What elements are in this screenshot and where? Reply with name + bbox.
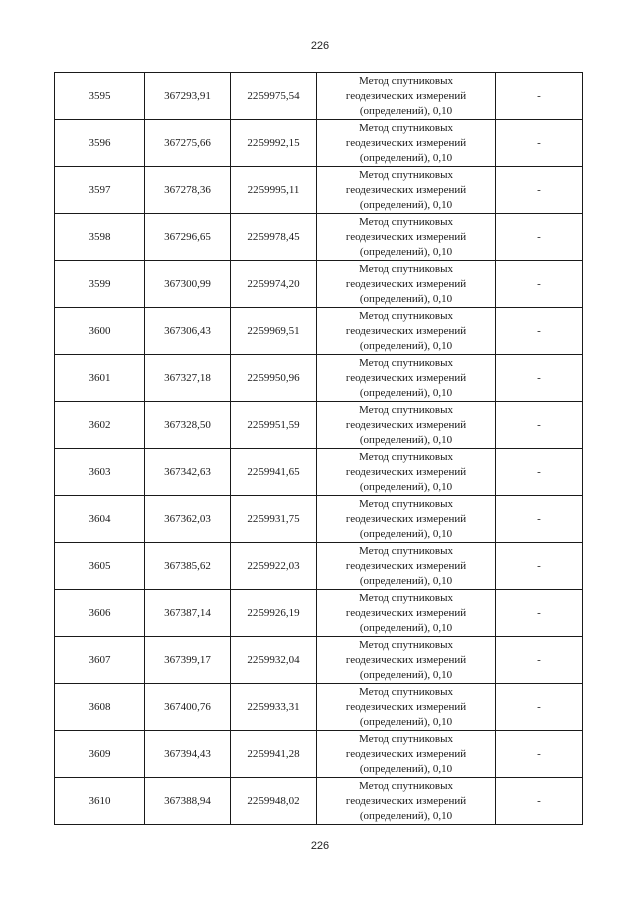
description-cell: - [496,402,583,449]
y-coordinate-cell: 2259978,45 [231,214,317,261]
description-cell: - [496,261,583,308]
method-cell [317,449,496,496]
method-text-line: Метод спутниковых [359,779,453,792]
method-text-line: (определений), 0,10 [359,621,453,634]
point-number-cell: 3600 [55,308,145,355]
table-row [55,449,583,496]
table-row [55,778,583,825]
x-coordinate-cell: 367278,36 [145,167,231,214]
method-cell [317,73,496,120]
method-text-line: (определений), 0,10 [359,386,453,399]
y-coordinate-cell: 2259992,15 [231,120,317,167]
table-row [55,684,583,731]
method-text-line: Метод спутниковых [359,732,453,745]
point-number-cell: 3596 [55,120,145,167]
point-number-cell: 3606 [55,590,145,637]
method-text-line: (определений), 0,10 [359,574,453,587]
point-number-cell: 3595 [55,73,145,120]
method-cell [317,731,496,778]
x-coordinate-cell: 367327,18 [145,355,231,402]
description-cell: - [496,684,583,731]
description-cell: - [496,543,583,590]
table-row [55,214,583,261]
method-cell [317,308,496,355]
y-coordinate-cell: 2259933,31 [231,684,317,731]
x-coordinate-cell: 367387,14 [145,590,231,637]
method-cell [317,684,496,731]
method-text-line: (определений), 0,10 [359,762,453,775]
table-row [55,496,583,543]
method-text-line: геодезических измерений [345,606,467,619]
method-text-line: геодезических измерений [345,653,467,666]
x-coordinate-cell: 367293,91 [145,73,231,120]
page-number-top: 226 [310,40,330,52]
y-coordinate-cell: 2259975,54 [231,73,317,120]
table-row [55,167,583,214]
method-cell [317,167,496,214]
table-row [55,308,583,355]
method-cell [317,543,496,590]
method-text-line: геодезических измерений [345,230,467,243]
method-text-line: геодезических измерений [345,324,467,337]
method-text-line: Метод спутниковых [359,685,453,698]
x-coordinate-cell: 367385,62 [145,543,231,590]
method-text-line: Метод спутниковых [359,168,453,181]
description-cell: - [496,778,583,825]
point-number-cell: 3604 [55,496,145,543]
method-text-line: Метод спутниковых [359,74,453,87]
y-coordinate-cell: 2259969,51 [231,308,317,355]
method-text-line: геодезических измерений [345,277,467,290]
method-text-line: геодезических измерений [345,136,467,149]
method-cell [317,637,496,684]
method-text-line: Метод спутниковых [359,262,453,275]
method-text-line: Метод спутниковых [359,450,453,463]
table-row [55,120,583,167]
method-text-line: (определений), 0,10 [359,151,453,164]
table-row [55,73,583,120]
table-row [55,590,583,637]
method-text-line: (определений), 0,10 [359,292,453,305]
method-text-line: (определений), 0,10 [359,527,453,540]
method-text-line: Метод спутниковых [359,309,453,322]
method-cell [317,214,496,261]
y-coordinate-cell: 2259951,59 [231,402,317,449]
method-text-line: Метод спутниковых [359,215,453,228]
method-text-line: (определений), 0,10 [359,715,453,728]
method-text-line: геодезических измерений [345,747,467,760]
method-text-line: геодезических измерений [345,371,467,384]
y-coordinate-cell: 2259932,04 [231,637,317,684]
point-number-cell: 3605 [55,543,145,590]
description-cell: - [496,214,583,261]
description-cell: - [496,590,583,637]
coordinates-table-body [55,73,583,825]
method-cell [317,590,496,637]
method-text-line: геодезических измерений [345,700,467,713]
y-coordinate-cell: 2259922,03 [231,543,317,590]
y-coordinate-cell: 2259931,75 [231,496,317,543]
point-number-cell: 3598 [55,214,145,261]
description-cell: - [496,355,583,402]
method-text-line: геодезических измерений [345,512,467,525]
y-coordinate-cell: 2259974,20 [231,261,317,308]
method-text-line: Метод спутниковых [359,591,453,604]
x-coordinate-cell: 367362,03 [145,496,231,543]
description-cell: - [496,167,583,214]
method-cell [317,402,496,449]
method-text-line: геодезических измерений [345,418,467,431]
point-number-cell: 3601 [55,355,145,402]
x-coordinate-cell: 367342,63 [145,449,231,496]
method-text-line: (определений), 0,10 [359,198,453,211]
method-text-line: (определений), 0,10 [359,339,453,352]
point-number-cell: 3603 [55,449,145,496]
method-text-line: (определений), 0,10 [359,480,453,493]
description-cell: - [496,120,583,167]
point-number-cell: 3608 [55,684,145,731]
method-text-line: геодезических измерений [345,794,467,807]
point-number-cell: 3607 [55,637,145,684]
method-text-line: Метод спутниковых [359,497,453,510]
x-coordinate-cell: 367275,66 [145,120,231,167]
method-cell [317,496,496,543]
x-coordinate-cell: 367306,43 [145,308,231,355]
table-row [55,261,583,308]
method-text-line: (определений), 0,10 [359,668,453,681]
method-text-line: (определений), 0,10 [359,104,453,117]
method-cell [317,778,496,825]
y-coordinate-cell: 2259995,11 [231,167,317,214]
description-cell: - [496,731,583,778]
point-number-cell: 3602 [55,402,145,449]
description-cell: - [496,637,583,684]
point-number-cell: 3599 [55,261,145,308]
table-row [55,543,583,590]
x-coordinate-cell: 367300,99 [145,261,231,308]
description-cell: - [496,73,583,120]
method-text-line: Метод спутниковых [359,356,453,369]
description-cell: - [496,308,583,355]
point-number-cell: 3609 [55,731,145,778]
method-text-line: (определений), 0,10 [359,433,453,446]
y-coordinate-cell: 2259950,96 [231,355,317,402]
method-text-line: Метод спутниковых [359,544,453,557]
coordinates-table [54,72,583,825]
y-coordinate-cell: 2259941,65 [231,449,317,496]
table-row [55,355,583,402]
x-coordinate-cell: 367328,50 [145,402,231,449]
table-row [55,637,583,684]
method-text-line: геодезических измерений [345,465,467,478]
table-row [55,731,583,778]
x-coordinate-cell: 367399,17 [145,637,231,684]
method-text-line: Метод спутниковых [359,121,453,134]
x-coordinate-cell: 367296,65 [145,214,231,261]
method-text-line: Метод спутниковых [359,403,453,416]
method-text-line: геодезических измерений [345,559,467,572]
x-coordinate-cell: 367400,76 [145,684,231,731]
method-text-line: геодезических измерений [345,183,467,196]
y-coordinate-cell: 2259948,02 [231,778,317,825]
method-text-line: (определений), 0,10 [359,245,453,258]
x-coordinate-cell: 367388,94 [145,778,231,825]
y-coordinate-cell: 2259941,28 [231,731,317,778]
point-number-cell: 3597 [55,167,145,214]
description-cell: - [496,496,583,543]
y-coordinate-cell: 2259926,19 [231,590,317,637]
table-row [55,402,583,449]
method-text-line: (определений), 0,10 [359,809,453,822]
method-cell [317,120,496,167]
x-coordinate-cell: 367394,43 [145,731,231,778]
method-cell [317,261,496,308]
method-cell [317,355,496,402]
point-number-cell: 3610 [55,778,145,825]
page-number-bottom: 226 [310,840,330,852]
description-cell: - [496,449,583,496]
method-text-line: геодезических измерений [345,89,467,102]
method-text-line: Метод спутниковых [359,638,453,651]
